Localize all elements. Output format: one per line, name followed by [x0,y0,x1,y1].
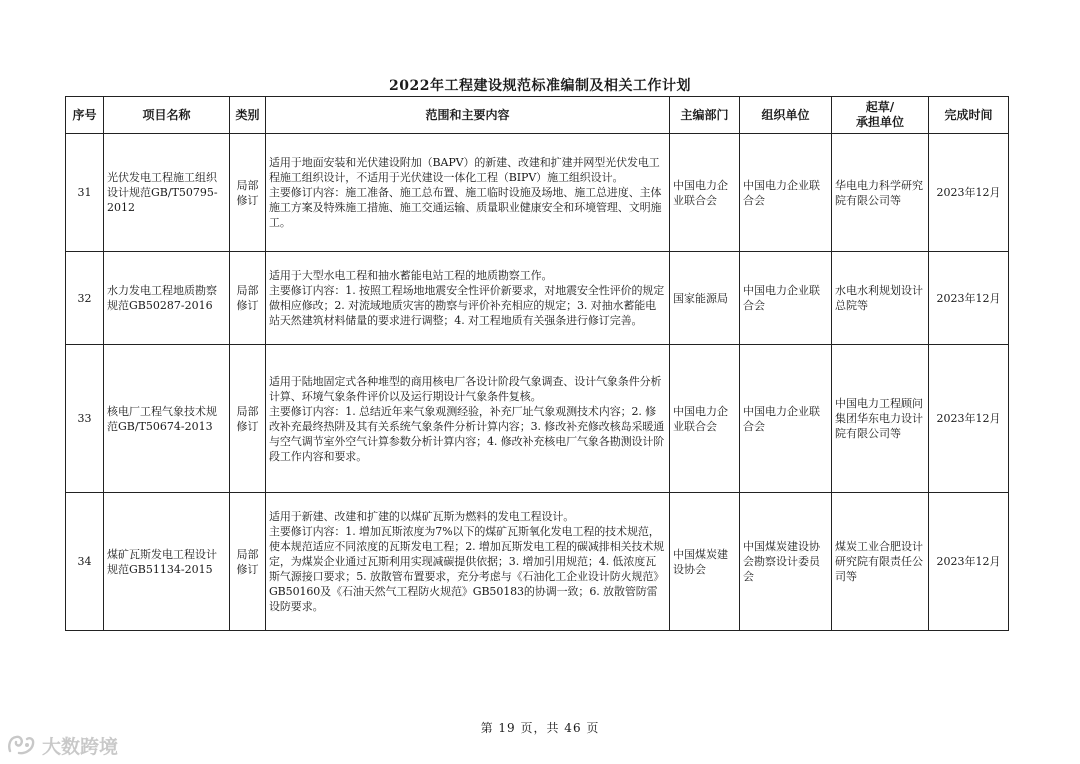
row-no: 31 [66,134,104,252]
row-no: 32 [66,252,104,345]
row-name: 水力发电工程地质勘察规范GB50287-2016 [104,252,230,345]
header-undertaker [832,97,929,134]
header-date: 完成时间 [929,97,1009,134]
row-org: 中国煤炭建设协会勘察设计委员会 [740,493,832,631]
scope-paragraph: 主要修订内容：1. 总结近年来气象观测经验，补充厂址气象观测技术内容；2. 修改补充最终热阱及其有关系统气象条件分析计算内容；3. 修改补充修改核岛采暖通与空气调节室外空气计算参数分析计算内容；4. 修改补充核电厂气象各勘测设计阶段工作内容和要求。 [269,404,665,463]
row-name: 光伏发电工程施工组织设计规范GB/T50795-2012 [104,134,230,252]
header-org: 组织单位 [740,97,832,134]
row-category: 局部修订 [230,345,266,493]
scope-paragraph: 主要修订内容：1. 增加瓦斯浓度为7%以下的煤矿瓦斯氧化发电工程的技术规范，使本规范适应不同浓度的瓦斯发电工程；2. 增加瓦斯发电工程的碳减排相关技术规定，为煤炭企业通过瓦斯利用实现减碳提供依据；3. 增加引用规范；4. 低浓度瓦斯气源接口要求；5. 放散管布置要求，充分考虑与《石油化工企业设计防火规范》GB50160及《石油天然气工程防火规范》GB50183的协调一致；6. 放散管防雷设防要求。 [269,525,665,613]
watermark [6,731,118,759]
row-undertaker: 华电电力科学研究院有限公司等 [832,134,929,252]
document-title: 2022年工程建设规范标准编制及相关工作计划 [389,78,691,94]
table-row [66,345,1009,493]
row-dept: 中国电力企业联合会 [670,134,740,252]
row-scope [266,134,670,252]
row-date: 2023年12月 [929,134,1009,252]
row-org: 中国电力企业联合会 [740,252,832,345]
row-date: 2023年12月 [929,345,1009,493]
watermark-text: 大数跨境 [42,735,119,758]
header-scope: 范围和主要内容 [266,97,670,134]
table-row [66,134,1009,252]
scope-paragraph: 主要修订内容：施工准备、施工总布置、施工临时设施及场地、施工总进度、主体施工方案及特殊施工措施、施工交通运输、质量职业健康安全和环境管理、文明施工。 [269,186,662,229]
row-org: 中国电力企业联合会 [740,345,832,493]
scope-paragraph: 适用于新建、改建和扩建的以煤矿瓦斯为燃料的发电工程设计。 [269,510,575,523]
row-date: 2023年12月 [929,252,1009,345]
row-name: 核电厂工程气象技术规范GB/T50674-2013 [104,345,230,493]
header-undertaker-line2: 承担单位 [855,115,904,129]
row-category: 局部修订 [230,493,266,631]
row-dept: 中国煤炭建设协会 [670,493,740,631]
table-header-row [66,97,1009,134]
work-plan-table [65,96,1009,631]
row-category: 局部修订 [230,252,266,345]
scope-paragraph: 适用于陆地固定式各种堆型的商用核电厂各设计阶段气象调查、设计气象条件分析计算、环境气象条件评价以及运行期设计气象条件复核。 [269,374,662,403]
scope-paragraph: 适用于地面安装和光伏建设附加（BAPV）的新建、改建和扩建并网型光伏发电工程施工组织设计，不适用于光伏建设一体化工程（BIPV）施工组织设计。 [269,156,660,184]
header-undertaker-line1: 起草/ [865,100,895,114]
table-row [66,252,1009,345]
row-name: 煤矿瓦斯发电工程设计规范GB51134-2015 [104,493,230,631]
table-row [66,493,1009,631]
row-no: 34 [66,493,104,631]
row-scope [266,252,670,345]
row-undertaker: 水电水利规划设计总院等 [832,252,929,345]
row-dept: 中国电力企业联合会 [670,345,740,493]
brand-logo-icon [6,733,36,757]
row-undertaker: 煤炭工业合肥设计研究院有限责任公司等 [832,493,929,631]
header-dept: 主编部门 [670,97,740,134]
row-org: 中国电力企业联合会 [740,134,832,252]
row-undertaker: 中国电力工程顾问集团华东电力设计院有限公司等 [832,345,929,493]
header-no: 序号 [66,97,104,134]
row-dept: 国家能源局 [670,252,740,345]
scope-paragraph: 适用于大型水电工程和抽水蓄能电站工程的地质勘察工作。 [269,269,553,282]
row-no: 33 [66,345,104,493]
row-scope [266,345,670,493]
row-date: 2023年12月 [929,493,1009,631]
header-name: 项目名称 [104,97,230,134]
page-number: 第 19 页，共 46 页 [480,721,600,735]
row-category: 局部修订 [230,134,266,252]
row-scope [266,493,670,631]
scope-paragraph: 主要修订内容：1. 按照工程场地地震安全性评价新要求，对地震安全性评价的规定做相应修改；2. 对流域地质灾害的勘察与评价补充相应的规定；3. 对抽水蓄能电站天然建筑材料储量的要求进行调整；4. 对工程地质有关强条进行修订完善。 [269,284,665,327]
header-category: 类别 [230,97,266,134]
